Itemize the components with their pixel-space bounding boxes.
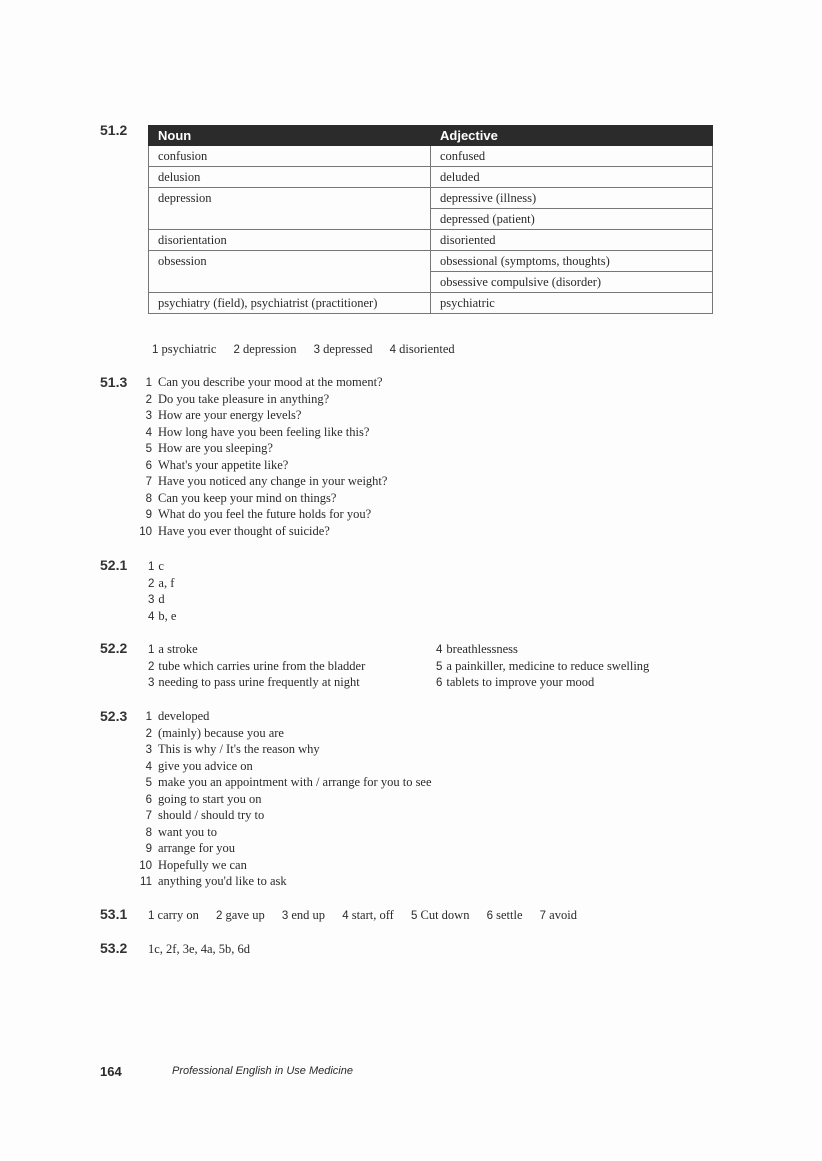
list-item: 11 anything you'd like to ask (140, 874, 287, 888)
list-item: 10 Have you ever thought of suicide? (139, 523, 330, 538)
answers-52-1 (148, 558, 176, 624)
list-item: 1 psychiatric (152, 342, 217, 356)
noun-cell: delusion (149, 167, 431, 188)
adjective-cell: depressed (patient) (431, 209, 713, 230)
list-item: 6 tablets to improve your mood (436, 675, 595, 689)
list-item: 1 Can you describe your mood at the moment? (145, 375, 383, 389)
list-item: 4 give you advice on (145, 758, 253, 773)
list-item: 6 going to start you on (145, 791, 262, 806)
list-item: 8 want you to (145, 824, 218, 839)
list-item: 9 What do you feel the future holds for you? (145, 507, 372, 521)
page-number: 164 (100, 1064, 122, 1079)
noun-cell: confusion (149, 146, 431, 167)
table-row (149, 251, 713, 272)
section-number-52-2: 52.2 (100, 640, 128, 656)
list-item: 3 end up (281, 908, 326, 922)
section-number-53-1: 53.1 (100, 906, 128, 922)
list-item: 7 Have you noticed any change in your weight? (145, 474, 388, 488)
list-item: 8 Can you keep your mind on things? (145, 490, 337, 505)
list-item: 2 tube which carries urine from the bladder (148, 658, 366, 673)
answers-51-3 (134, 374, 387, 539)
section-number-52-1: 52.1 (100, 557, 128, 573)
answers-52-2-right (436, 641, 649, 691)
list-item: 1 a stroke (148, 642, 198, 656)
adjective-header: Adjective (431, 126, 713, 146)
table-row (149, 167, 713, 188)
adjective-cell: deluded (431, 167, 713, 188)
list-item: 2 gave up (215, 908, 265, 922)
list-item: 6 settle (486, 908, 523, 922)
section-number-52-3: 52.3 (100, 708, 128, 724)
list-item: 3 This is why / It's the reason why (145, 742, 320, 756)
list-item: 3 d (148, 592, 165, 606)
list-item: 3 needing to pass urine frequently at night (148, 675, 360, 689)
noun-cell: depression (149, 188, 431, 230)
list-item: 4 How long have you been feeling like this? (145, 424, 370, 439)
table-row (149, 230, 713, 251)
noun-header: Noun (149, 126, 431, 146)
list-item: 9 arrange for you (145, 841, 236, 855)
list-item: 2 Do you take pleasure in anything? (145, 391, 330, 406)
noun-cell: obsession (149, 251, 431, 293)
list-item: 2 a, f (148, 575, 175, 590)
list-item: 5 Cut down (410, 908, 470, 922)
list-item: 3 How are your energy levels? (145, 408, 302, 422)
list-item: 5 make you an appointment with / arrange for you to see (145, 775, 432, 789)
list-item: 4 disoriented (389, 342, 455, 356)
list-item: 7 avoid (539, 908, 577, 922)
adjective-cell: confused (431, 146, 713, 167)
answers-51-2 (152, 342, 469, 357)
answers-52-2-left (148, 641, 365, 691)
list-item: 1 developed (145, 709, 210, 723)
table-row (149, 146, 713, 167)
list-item: 5 a painkiller, medicine to reduce swelling (436, 658, 650, 673)
answer-53-2: 1c, 2f, 3e, 4a, 5b, 6d (148, 942, 251, 956)
adjective-cell: depressive (illness) (431, 188, 713, 209)
noun-cell: disorientation (149, 230, 431, 251)
answers-52-3 (134, 708, 432, 890)
list-item: 5 How are you sleeping? (145, 441, 273, 455)
list-item: 1 carry on (148, 908, 199, 922)
section-number-51-2: 51.2 (100, 122, 128, 138)
list-item: 2 depression (233, 342, 297, 356)
list-item: 4 start, off (342, 908, 394, 922)
table-row (149, 293, 713, 314)
list-item: 6 What's your appetite like? (145, 457, 289, 472)
list-item: 4 b, e (148, 608, 177, 623)
list-item: 7 should / should try to (145, 808, 265, 822)
list-item: 10 Hopefully we can (139, 857, 247, 872)
section-number-51-3: 51.3 (100, 374, 128, 390)
list-item: 1 c (148, 559, 164, 573)
answers-53-1 (148, 908, 591, 923)
table-header-row (149, 126, 713, 146)
table-row (149, 188, 713, 209)
adjective-cell: obsessive compulsive (disorder) (431, 272, 713, 293)
adjective-cell: disoriented (431, 230, 713, 251)
noun-adjective-table (148, 125, 713, 314)
list-item: 4 breathlessness (436, 642, 518, 656)
list-item: 3 depressed (313, 342, 373, 356)
adjective-cell: psychiatric (431, 293, 713, 314)
adjective-cell: obsessional (symptoms, thoughts) (431, 251, 713, 272)
book-title: Professional English in Use Medicine (172, 1065, 353, 1077)
noun-cell: psychiatry (field), psychiatrist (practitioner) (149, 293, 431, 314)
list-item: 2 (mainly) because you are (145, 725, 284, 740)
section-number-53-2: 53.2 (100, 940, 128, 956)
